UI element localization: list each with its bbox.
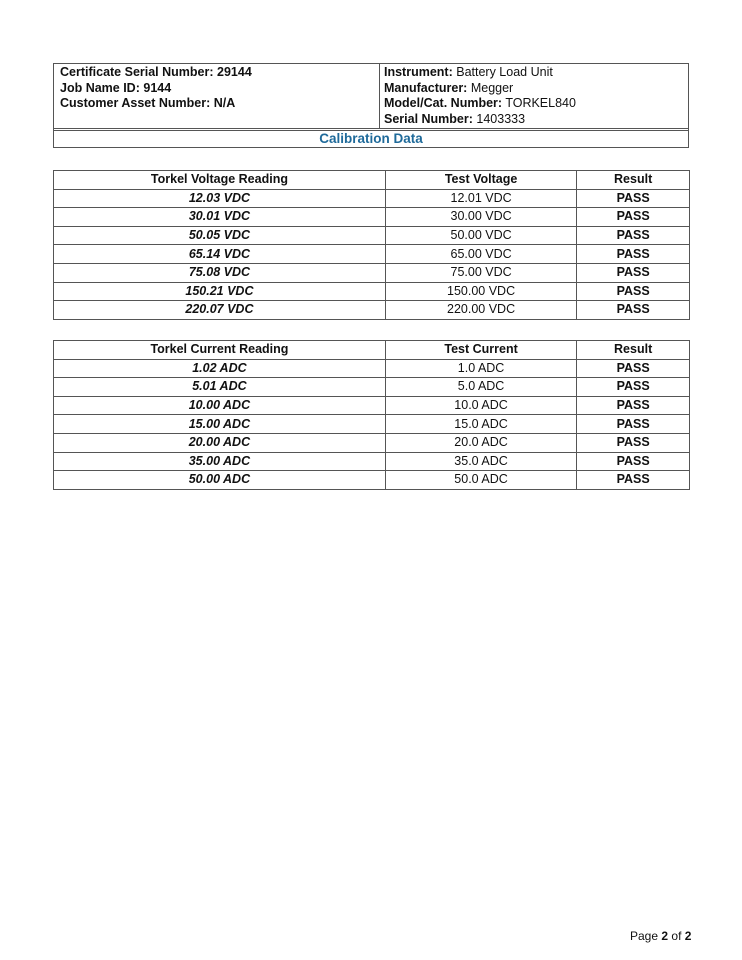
table-row: 50.05 VDC 50.00 VDC PASS	[54, 226, 690, 245]
column-header: Torkel Voltage Reading	[54, 171, 386, 190]
column-header: Result	[577, 171, 690, 190]
table-row: 12.03 VDC 12.01 VDC PASS	[54, 189, 690, 208]
current-calibration-table	[53, 340, 690, 490]
header-divider	[379, 64, 380, 128]
manufacturer: Manufacturer: Megger	[384, 80, 514, 95]
header-info-row	[54, 64, 688, 129]
table-row: 220.07 VDC 220.00 VDC PASS	[54, 301, 690, 320]
table-row: 20.00 ADC 20.0 ADC PASS	[54, 433, 690, 452]
column-header: Test Current	[385, 341, 576, 360]
certificate-info	[60, 65, 252, 112]
table-row: 10.00 ADC 10.0 ADC PASS	[54, 396, 690, 415]
voltage-calibration-table	[53, 170, 690, 320]
certificate-serial-number: Certificate Serial Number: 29144	[60, 65, 252, 79]
customer-asset-number: Customer Asset Number: N/A	[60, 96, 236, 110]
column-header: Torkel Current Reading	[54, 341, 386, 360]
page-number: Page 2 of 2	[630, 929, 692, 943]
job-name-id: Job Name ID: 9144	[60, 80, 172, 95]
table-row: 30.01 VDC 30.00 VDC PASS	[54, 208, 690, 227]
table-header-row	[54, 341, 690, 360]
table-row: 5.01 ADC 5.0 ADC PASS	[54, 378, 690, 397]
column-header: Result	[577, 341, 690, 360]
model-cat-number: Model/Cat. Number: TORKEL840	[384, 96, 576, 110]
table-header-row	[54, 171, 690, 190]
table-row: 15.00 ADC 15.0 ADC PASS	[54, 415, 690, 434]
table-row: 150.21 VDC 150.00 VDC PASS	[54, 282, 690, 301]
table-row: 35.00 ADC 35.0 ADC PASS	[54, 452, 690, 471]
serial-number: Serial Number: 1403333	[384, 111, 526, 126]
column-header: Test Voltage	[385, 171, 576, 190]
certificate-header-box	[53, 63, 689, 148]
instrument: Instrument: Battery Load Unit	[384, 65, 553, 79]
table-row: 65.14 VDC 65.00 VDC PASS	[54, 245, 690, 264]
instrument-info	[384, 65, 576, 127]
table-row: 1.02 ADC 1.0 ADC PASS	[54, 359, 690, 378]
section-title: Calibration Data	[319, 131, 423, 146]
table-row: 75.08 VDC 75.00 VDC PASS	[54, 263, 690, 282]
table-row: 50.00 ADC 50.0 ADC PASS	[54, 471, 690, 490]
